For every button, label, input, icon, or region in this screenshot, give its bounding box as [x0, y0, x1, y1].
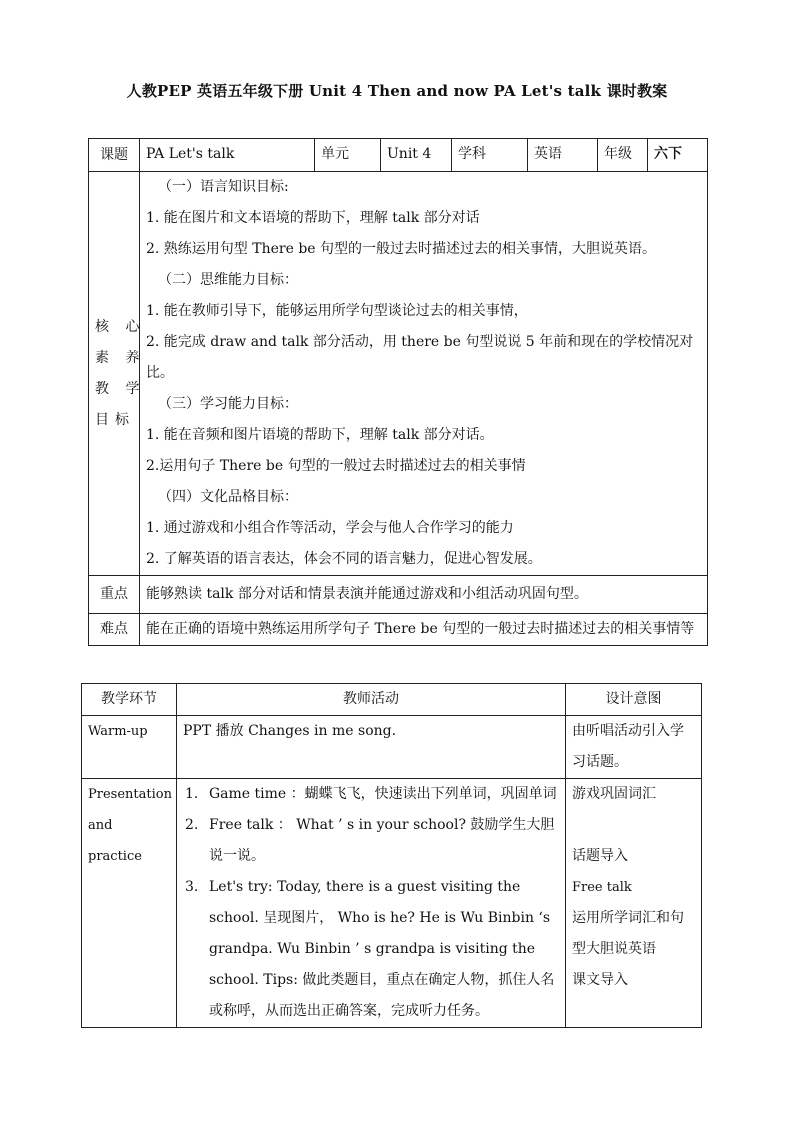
activity-text: Let's try: Today, there is a guest visiting the school. 呈现图片， Who is he? He is Wu Binbin ‘s grandpa. Wu Binbin ’ s grandpa is visiting the school. Tips: 做此类题目，重点在确定人物，抓住人名或称呼，从而选出正确答案，完成听力任务。	[209, 879, 555, 1019]
goal-heading-language: （一）语言知识目标:	[158, 179, 289, 195]
activity-text: Game time ：蝴蝶飞飞，快速读出下列单词，巩固单词	[209, 786, 557, 802]
core-goals-content	[140, 172, 708, 576]
intent-text: 话题导入	[572, 848, 628, 864]
blank-line	[572, 810, 695, 841]
goal-heading-culture: （四）文化品格目标：	[158, 489, 298, 505]
goal-heading-thinking: （二）思维能力目标：	[158, 272, 298, 288]
activity-item	[185, 872, 559, 1027]
header-stage: 教学环节	[82, 684, 177, 716]
unit-value: Unit 4	[381, 139, 452, 172]
goals-label-line: 素 养	[95, 349, 146, 366]
header-design-intent: 设计意图	[566, 684, 702, 716]
item-number: 2.	[185, 817, 199, 833]
goal-item: 2.运用句子 There be 句型的一般过去时描述过去的相关事情	[146, 458, 526, 474]
subject-label: 学科	[452, 139, 528, 172]
teaching-process-table	[81, 683, 702, 1028]
item-number: 3.	[185, 879, 199, 895]
warmup-activity	[177, 716, 566, 779]
activity-item	[185, 810, 559, 872]
unit-label: 单元	[315, 139, 381, 172]
header-teacher-activity: 教师活动	[177, 684, 566, 716]
activity-text: PPT 播放 Changes in me song.	[183, 723, 397, 739]
goals-label-line: 目标	[95, 411, 135, 428]
intent-text: 课文导入	[572, 972, 628, 988]
goal-item: 1. 通过游戏和小组合作等活动，学会与他人合作学习的能力	[146, 520, 514, 536]
activity-text: Free talk ： What ’ s in your school? 鼓励学生大胆说一说。	[209, 817, 555, 864]
subject-value: 英语	[528, 139, 598, 172]
goal-item: 1. 能在音频和图片语境的帮助下，理解 talk 部分对话。	[146, 427, 494, 443]
document-title: 人教PEP 英语五年级下册 Unit 4 Then and now PA Let's talk 课时教案	[126, 82, 668, 100]
activity-item	[185, 779, 559, 810]
intent-text: 游戏巩固词汇	[572, 786, 656, 802]
difficulty-text: 能在正确的语境中熟练运用所学句子 There be 句型的一般过去时描述过去的相关事情等	[140, 614, 708, 646]
warmup-intent	[566, 716, 702, 779]
topic-value: PA Let's talk	[140, 139, 315, 172]
goal-item: 2. 了解英语的语言表达，体会不同的语言魅力，促进心智发展。	[146, 551, 542, 567]
item-number: 1.	[185, 786, 199, 802]
key-point-text: 能够熟读 talk 部分对话和情景表演并能通过游戏和小组活动巩固句型。	[140, 576, 708, 614]
goals-label-line: 核 心	[95, 318, 146, 335]
goal-item: 1. 能在教师引导下，能够运用所学句型谈论过去的相关事情，	[146, 303, 528, 319]
goal-item: 2. 熟练运用句型 There be 句型的一般过去时描述过去的相关事情，大胆说英语。	[146, 241, 657, 257]
stage-warmup: Warm-up	[82, 716, 177, 779]
goal-item: 2. 能完成 draw and talk 部分活动，用 there be 句型说说 5 年前和现在的学校情况对比。	[146, 334, 694, 381]
key-point-label: 重点	[89, 576, 140, 614]
intent-text: 运用所学词汇和句型大胆说英语	[572, 910, 684, 957]
topic-label: 课题	[89, 139, 140, 172]
intent-text: Free talk	[572, 880, 632, 895]
stage-presentation: Presentation and practice	[82, 779, 177, 1028]
difficulty-label: 难点	[89, 614, 140, 646]
goal-heading-learning: （三）学习能力目标：	[158, 396, 298, 412]
presentation-activity	[177, 779, 566, 1028]
presentation-intent	[566, 779, 702, 1028]
intent-text: 由听唱活动引入学习话题。	[572, 723, 684, 770]
core-goals-label	[89, 172, 146, 576]
goal-item: 1. 能在图片和文本语境的帮助下，理解 talk 部分对话	[146, 210, 480, 226]
goals-label-line: 教 学	[95, 380, 146, 397]
grade-label: 年级	[598, 139, 648, 172]
grade-value: 六下	[648, 139, 708, 172]
lesson-info-table	[88, 138, 708, 646]
